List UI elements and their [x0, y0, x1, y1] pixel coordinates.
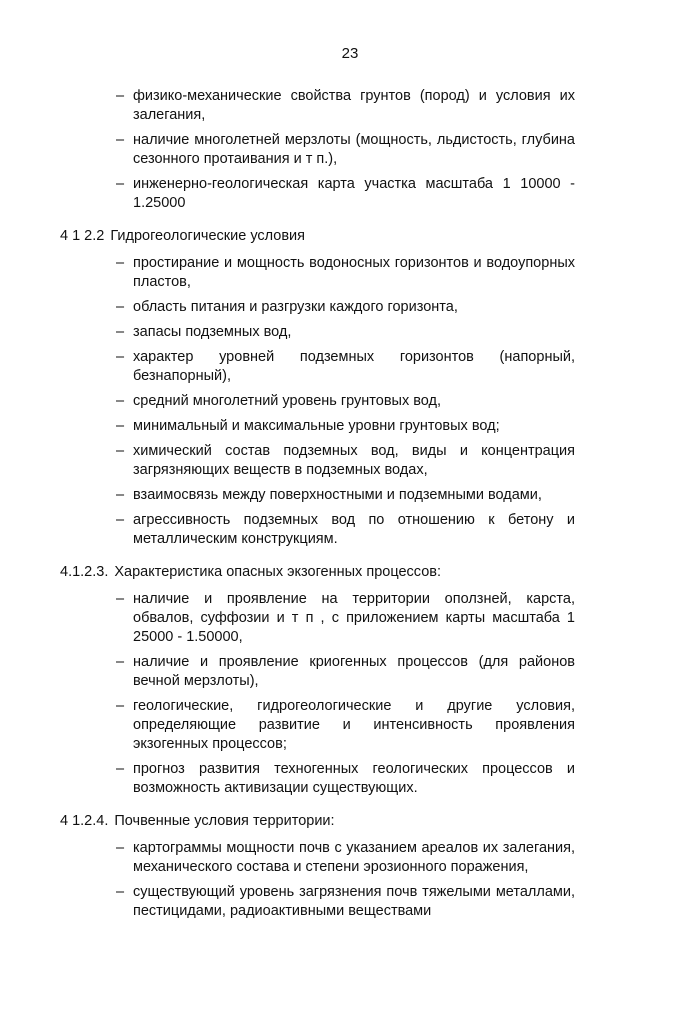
list-item-text: наличие и проявление на территории оползней, карста, обвалов, суффозии и т п , с приложением карты масштаба 1 25000 - 1.50000, — [133, 591, 575, 645]
list-item — [116, 392, 575, 411]
page-number: 23 — [341, 45, 359, 62]
list-item — [116, 417, 575, 436]
list-dash: – — [116, 840, 125, 856]
list-dash: – — [116, 176, 125, 192]
list-item-text: запасы подземных вод, — [133, 324, 292, 340]
list-item-text: химический состав подземных вод, виды и концентрация загрязняющих веществ в подземных водах, — [133, 443, 575, 478]
list-dash: – — [116, 654, 125, 670]
list-item — [116, 131, 575, 169]
list-dash: – — [116, 132, 125, 148]
list-item — [116, 760, 575, 798]
section-title: Характеристика опасных экзогенных процессов: — [114, 564, 441, 580]
list-item-text: существующий уровень загрязнения почв тяжелыми металлами, пестицидами, радиоактивными веществами — [133, 884, 575, 919]
list-dash: – — [116, 324, 125, 340]
list-item — [116, 323, 575, 342]
section-list — [0, 254, 700, 549]
list-item-text: наличие и проявление криогенных процессов (для районов вечной мерзлоты), — [133, 654, 575, 689]
list-item — [116, 697, 575, 754]
list-dash: – — [116, 512, 125, 528]
list-item — [116, 348, 575, 386]
list-item-text: физико-механические свойства грунтов (пород) и условия их залегания, — [133, 88, 575, 123]
list-item-text: агрессивность подземных вод по отношению к бетону и металлическим конструкциям. — [133, 512, 575, 547]
list-dash: – — [116, 88, 125, 104]
list-item — [116, 254, 575, 292]
section-heading — [0, 227, 700, 246]
list-item-text: геологические, гидрогеологические и другие условия, определяющие развитие и интенсивность проявления экзогенных процессов; — [133, 698, 575, 752]
section-number: 4 1.2.4. — [60, 813, 109, 829]
list-item — [116, 175, 575, 213]
list-item-text: минимальный и максимальные уровни грунтовых вод; — [133, 418, 500, 434]
list-item-text: область питания и разгрузки каждого горизонта, — [133, 299, 458, 315]
list-item — [116, 839, 575, 877]
list-item — [116, 442, 575, 480]
section-number: 4 1 2.2 — [60, 228, 105, 244]
section-title: Почвенные условия территории: — [114, 813, 335, 829]
section-list — [0, 839, 700, 921]
list-dash: – — [116, 299, 125, 315]
list-item-text: инженерно-геологическая карта участка масштаба 1 10000 - 1.25000 — [133, 176, 575, 211]
list-item — [116, 511, 575, 549]
section-heading — [0, 563, 700, 582]
list-item — [116, 590, 575, 647]
list-item-text: прогноз развития техногенных геологических процессов и возможность активизации существующих. — [133, 761, 575, 796]
list-dash: – — [116, 884, 125, 900]
list-item — [116, 486, 575, 505]
list-item — [116, 298, 575, 317]
section-heading — [0, 812, 700, 831]
list-dash: – — [116, 349, 125, 365]
list-item-text: средний многолетний уровень грунтовых вод, — [133, 393, 442, 409]
list-item — [116, 883, 575, 921]
list-item-text: простирание и мощность водоносных горизонтов и водоупорных пластов, — [133, 255, 575, 290]
list-dash: – — [116, 393, 125, 409]
list-dash: – — [116, 761, 125, 777]
list-dash: – — [116, 487, 125, 503]
list-dash: – — [116, 443, 125, 459]
list-item — [116, 87, 575, 125]
section-title: Гидрогеологические условия — [110, 228, 306, 244]
section-number: 4.1.2.3. — [60, 564, 109, 580]
list-item — [116, 653, 575, 691]
list-item-text: взаимосвязь между поверхностными и подземными водами, — [133, 487, 542, 503]
intro-list — [0, 87, 700, 213]
list-dash: – — [116, 418, 125, 434]
list-item-text: характер уровней подземных горизонтов (напорный, безнапорный), — [133, 349, 575, 384]
list-item-text: картограммы мощности почв с указанием ареалов их залегания, механического состава и степени эрозионного поражения, — [133, 840, 575, 875]
list-dash: – — [116, 255, 125, 271]
list-dash: – — [116, 591, 125, 607]
list-item-text: наличие многолетней мерзлоты (мощность, льдистость, глубина сезонного протаивания и т п.), — [133, 132, 575, 167]
section-list — [0, 590, 700, 798]
page-content — [0, 87, 700, 921]
list-dash: – — [116, 698, 125, 714]
